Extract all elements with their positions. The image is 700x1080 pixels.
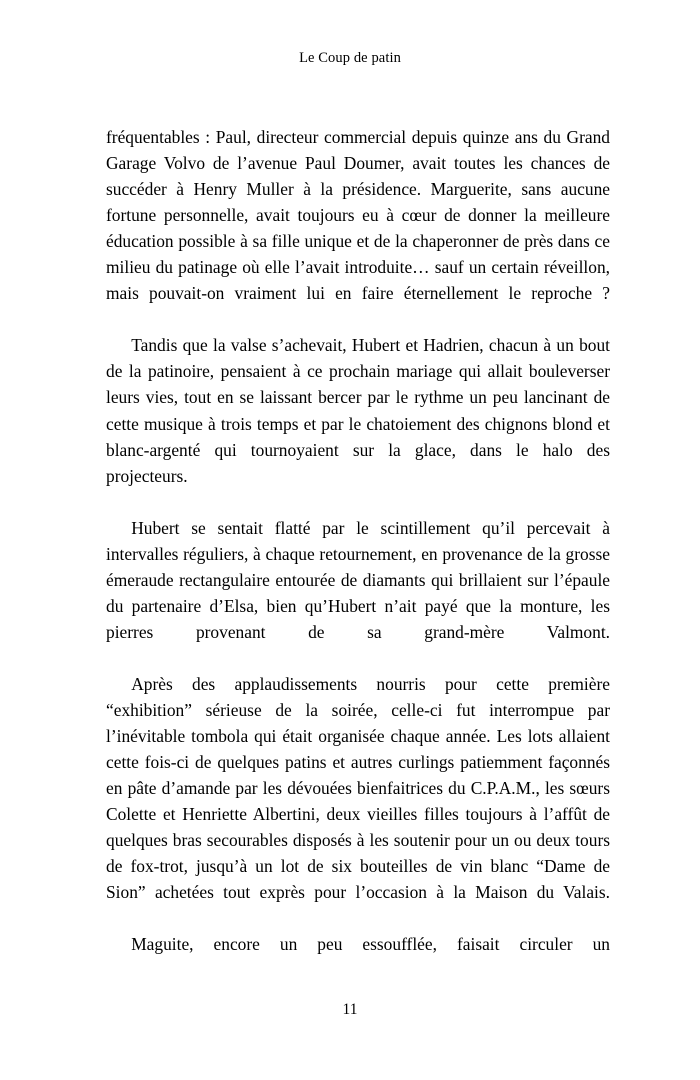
running-head: Le Coup de patin — [299, 50, 401, 66]
paragraph: fréquentables : Paul, directeur commercial depuis quinze ans du Grand Garage Volvo de l’avenue Paul Doumer, avait toutes les chances de succéder à Henry Muller à la présidence. Marguerite, sans aucune fortune personnelle, avait toujours eu à cœur de donner la meilleure éducation possible à sa fille unique et de la chaperonner de près dans ce milieu du patinage où elle l’avait introduite… sauf un certain réveillon, mais pouvait-on vraiment lui en faire éternellement le reproche ? — [106, 127, 610, 304]
body-text-block — [106, 124, 610, 984]
paragraph: Tandis que la valse s’achevait, Hubert et Hadrien, chacun à un bout de la patinoire, pensaient à ce prochain mariage qui allait bouleverser leurs vies, tout en se laissant bercer par le rythme un peu lancinant de cette musique à trois temps et par le chatoiement des chignons blond et blanc-argenté qui tournoyaient sur la glace, dans le halo des projecteurs. — [106, 335, 610, 486]
paragraph: Hubert se sentait flatté par le scintillement qu’il percevait à intervalles réguliers, à chaque retournement, en provenance de la grosse émeraude rectangulaire entourée de diamants qui brillaient sur l’épaule du partenaire d’Elsa, bien qu’Hubert n’ait payé que la monture, les pierres provenant de sa grand-mère Valmont. — [106, 517, 610, 642]
page-number: 11 — [342, 1001, 358, 1018]
paragraph: Maguite, encore un peu essoufflée, faisait circuler un — [131, 934, 610, 955]
paragraph: Après des applaudissements nourris pour cette première “exhibition” sérieuse de la soirée, celle-ci fut interrompue par l’inévitable tombola qui était organisée chaque année. Les lots allaient cette fois-ci de quelques patins et autres curlings patiemment façonnés en pâte d’amande par les dévouées bienfaitrices du C.P.A.M., les sœurs Colette et Henriette Albertini, deux vieilles filles toujours à l’affût de quelques bras secourables disposés à les soutenir pour un ou deux tours de fox-trot, jusqu’à un lot de six bouteilles de vin blanc “Dame de Sion” achetées tout exprès pour l’occasion à la Maison du Valais. — [106, 673, 610, 903]
